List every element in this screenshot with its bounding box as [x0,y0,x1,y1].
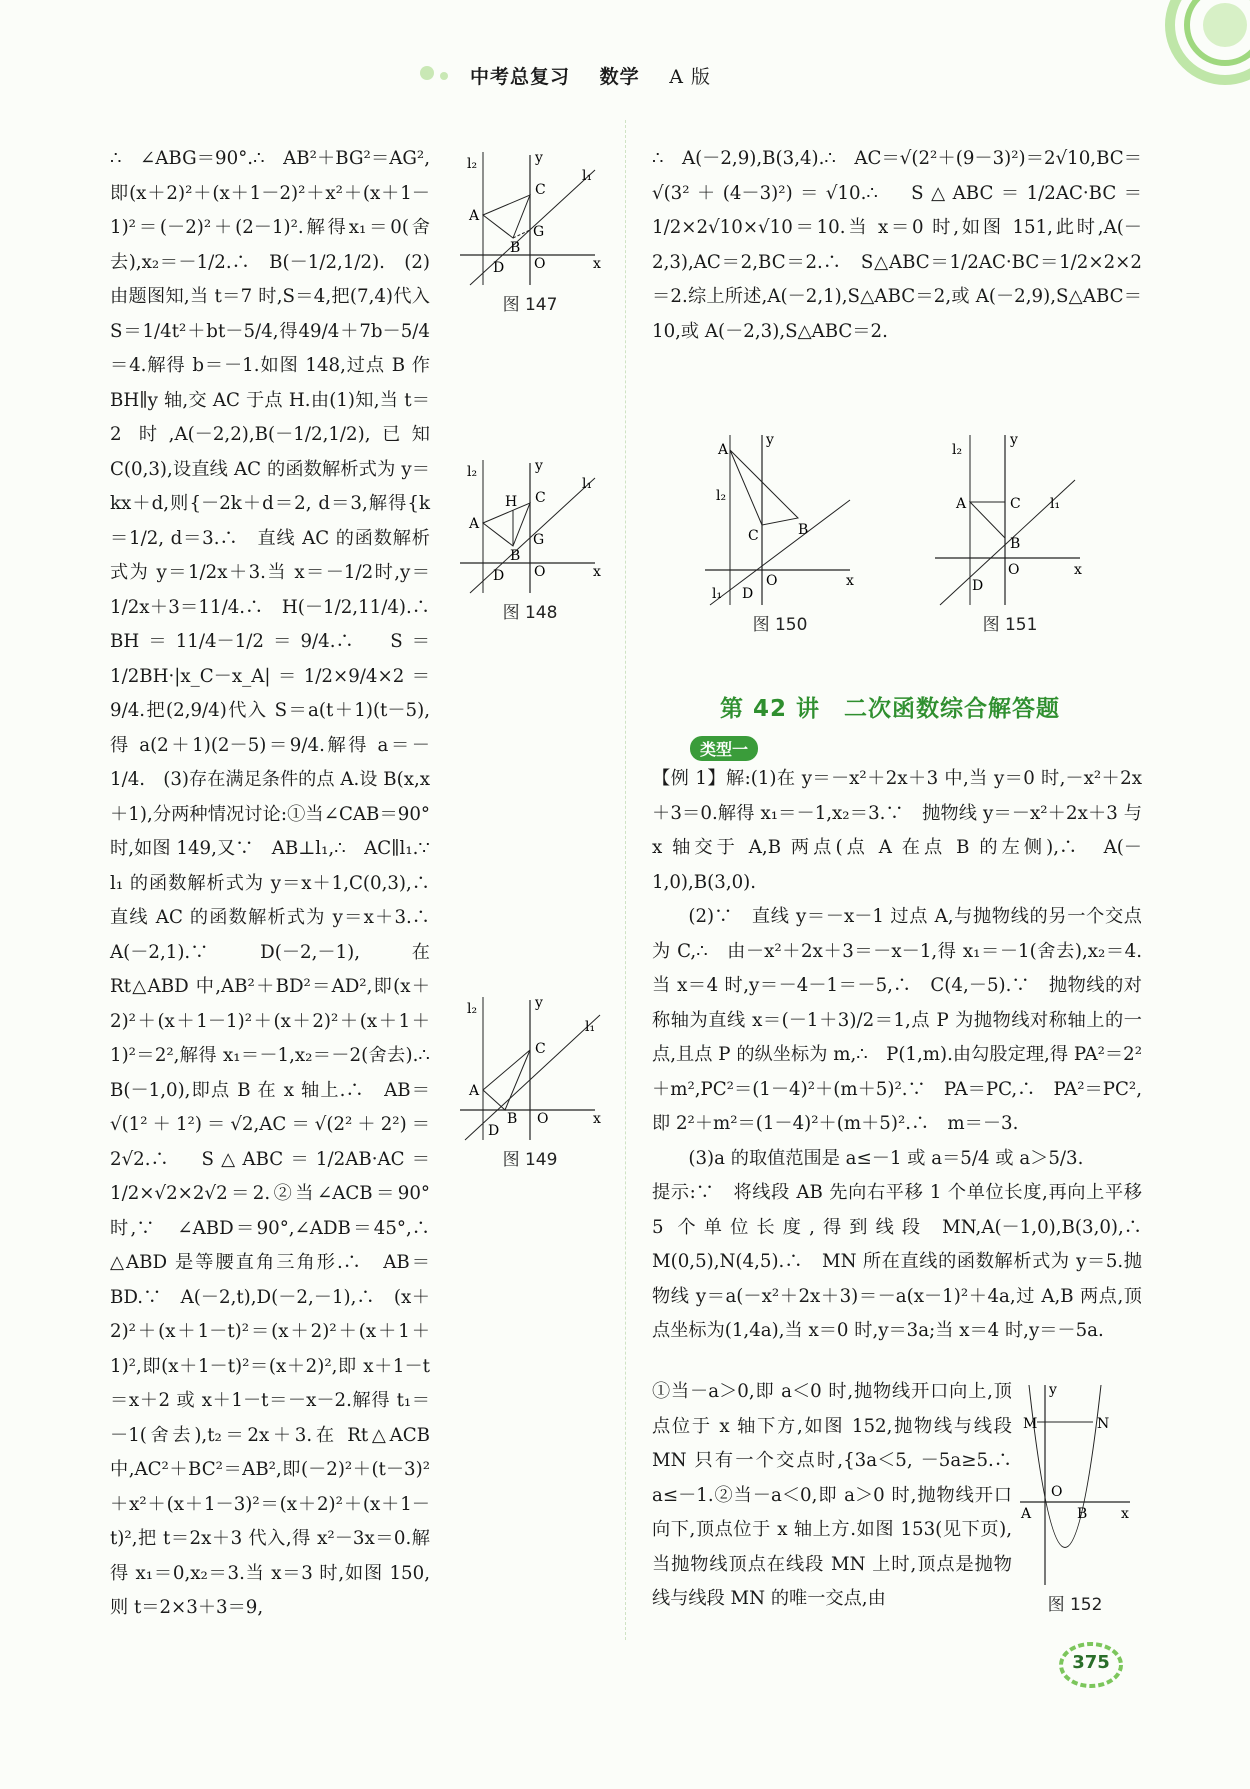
svg-text:C: C [535,1041,546,1057]
svg-text:O: O [537,1111,549,1127]
figure-148: l₂ y H C l₁ A G B D O x 图 148 [455,458,605,623]
svg-text:M: M [1023,1416,1038,1432]
label-A: A [469,208,480,224]
svg-text:D: D [488,1123,500,1139]
svg-text:B: B [1077,1506,1088,1522]
example-part-1: 【例 1】解:(1)在 y＝－x²＋2x＋3 中,当 y＝0 时,－x²＋2x＋3＝0.解得 x₁＝－1,x₂＝3.∵ 抛物线 y＝－x²＋2x＋3 与 x 轴交于 A,B 两点(点 A 在点 B 的左侧),∴ A(－1,0),B(3,0). [652,768,1142,893]
svg-text:A: A [469,516,480,532]
header-dot [420,66,434,80]
svg-text:H: H [505,494,518,510]
svg-text:x: x [593,564,601,580]
left-paragraph: ∴ ∠ABG＝90°.∴ AB²＋BG²＝AG²,即(x＋2)²＋(x＋1－2)²＋x²＋(x＋1－1)²＝(－2)²＋(2－1)².解得x₁＝0(舍去),x₂＝－1/2.∴ B(－1/2,1/2). (2)由题图知,当 t＝7 时,S＝4,把(7,4)代入 S＝1/4t²＋bt－5/4,得49/4＋7b－5/4＝4.解得 b＝－1.如图 148,过点 B 作 BH∥y 轴,交 AC 于点 H.由(1)知,当 t＝2 时,A(－2,2),B(－1/2,1/2),已知 C(0,3),设直线 AC 的函数解析式为 y＝kx＋d,则{－2k＋d＝2, d＝3,解得{k＝1/2, d＝3.∴ 直线 AC 的函数解析式为 y＝1/2x＋3.当 x＝－1/2时,y＝1/2x＋3＝11/4.∴ H(－1/2,11/4).∴ BH＝11/4－1/2＝9/4.∴ S＝1/2BH·|x_C－x_A|＝1/2×9/4×2＝9/4.把(2,9/4)代入 S＝a(t＋1)(t－5),得 a(2＋1)(2－5)＝9/4.解得 a＝－1/4. (3)存在满足条件的点 A.设 B(x,x＋1),分两种情况讨论:①当∠CAB＝90°时,如图 149,又∵ AB⊥l₁,∴ AC∥l₁.∵ l₁ 的函数解析式为 y＝x＋1,C(0,3),∴ 直线 AC 的函数解析式为 y＝x＋3.∴ A(－2,1).∵ D(－2,－1), 在 Rt△ABD 中,AB²＋BD²＝AD²,即(x＋2)²＋(x＋1－1)²＋(x＋2)²＋(x＋1＋1)²＝2²,解得 x₁＝－1,x₂＝－2(舍去).∴ B(－1,0),即点 B 在 x 轴上.∴ AB＝√(1²＋1²)＝√2,AC＝√(2²＋2²)＝2√2.∴ S△ABC＝1/2AB·AC＝1/2×√2×2√2＝2.②当∠ACB＝90°时,∵ ∠ABD＝90°,∠ADB＝45°,∴ △ABD 是等腰直角三角形.∴ AB＝BD.∵ A(－2,t),D(－2,－1),∴ (x＋2)²＋(x＋1－t)²＝(x＋2)²＋(x＋1＋1)²,即(x＋1－t)²＝(x＋2)²,即 x＋1－t＝x＋2 或 x＋1－t＝－x－2.解得 t₁＝－1(舍去),t₂＝2x＋3.在 Rt△ACB 中,AC²＋BC²＝AB²,即(－2)²＋(t－3)²＋x²＋(x＋1－3)²＝(x＋2)²＋(x＋1－t)²,把 t＝2x＋3 代入,得 x²－3x＝0.解得 x₁＝0,x₂＝3.当 x＝3 时,如图 150,则 t＝2×3＋3＝9, [110,148,449,1618]
version: A 版 [669,66,712,88]
svg-text:O: O [766,573,778,589]
label-x: x [593,256,601,272]
svg-text:A: A [1021,1506,1032,1522]
svg-text:l₁: l₁ [582,476,593,492]
svg-text:O: O [1051,1484,1063,1500]
header-dot [440,72,448,80]
page-number-badge [1057,1640,1125,1690]
example-hint: 提示:∵ 将线段 AB 先向右平移 1 个单位长度,再向上平移 5 个单位长度,得到线段 MN,A(－1,0),B(3,0),∴ M(0,5),N(4,5).∴ MN 所在直线的函数解析式为 y＝5.抛物线 y＝a(－x²＋2x＋3)＝－a(x－1)²＋4a,过 A,B 两点,顶点坐标为(1,4a),当 x＝0 时,y＝3a;当 x＝4 时,y＝－5a. [652,1182,1161,1341]
section-title: 第 42 讲 二次函数综合解答题 [720,696,1061,722]
svg-text:l₂: l₂ [952,442,963,458]
svg-text:l₂: l₂ [467,464,478,480]
label-C: C [535,182,546,198]
column-divider [625,120,626,1640]
figure-149: l₂ y C l₁ A B D O x 图 149 [455,995,605,1170]
svg-text:C: C [1010,496,1021,512]
svg-text:B: B [510,548,521,564]
corner-decoration-icon [1140,0,1250,110]
label-G: G [533,224,545,240]
svg-text:y: y [535,458,543,474]
page-header [0,58,1250,98]
svg-text:D: D [742,586,754,602]
svg-text:D: D [972,578,984,594]
page-number: 375 [1072,1652,1110,1673]
svg-text:y: y [535,995,543,1011]
header-title [470,62,733,89]
figure-149-diagram [455,995,605,1145]
svg-text:A: A [956,496,967,512]
right-top-paragraph: ∴ A(－2,9),B(3,4).∴ AC＝√(2²＋(9－3)²)＝2√10,BC＝√(3²＋(4－3)²)＝√10.∴ S△ABC＝1/2AC·BC＝1/2×2√10×√10＝10.当 x＝0 时,如图 151,此时,A(－2,3),AC＝2,BC＝2.∴ S△ABC＝1/2AC·BC＝1/2×2×2＝2.综上所述,A(－2,1),S△ABC＝2,或 A(－2,9),S△ABC＝10,或 A(－2,3),S△ABC＝2. [652,148,1142,342]
svg-text:x: x [1121,1506,1129,1522]
svg-text:C: C [535,490,546,506]
label-B: B [510,240,521,256]
figure-147 [455,150,605,315]
svg-text:l₂: l₂ [716,488,727,504]
label-l1: l₁ [582,168,593,184]
example-part-2: (2)∵ 直线 y＝－x－1 过点 A,与抛物线的另一个交点为 C,∴ 由－x²＋2x＋3＝－x－1,得 x₁＝－1(舍去),x₂＝4.当 x＝4 时,y＝－4－1＝－5,∴ C(4,－5).∵ 抛物线的对称轴为直线 x＝(－1＋3)/2＝1,点 P 为抛物线对称轴上的一点,且点 P 的纵坐标为 m,∴ P(1,m).由勾股定理,得 PA²＝2²＋m²,PC²＝(1－4)²＋(m＋5)².∵ PA＝PC,∴ PA²＝PC²,即 2²＋m²＝(1－4)²＋(m＋5)².∴ m＝－3. [652,906,1142,1134]
type-badge: 类型一 [690,736,758,761]
figure-148-diagram [455,458,605,598]
right-bottom-paragraph: ①当－a＞0,即 a＜0 时,抛物线开口向上,顶点位于 x 轴下方,如图 152,抛物线与线段 MN 只有一个交点时,{3a＜5, －5a≥5.∴ a≤－1.②当－a＜0,即 a＞0 时,抛物线开口向下,顶点位于 x 轴上方.如图 153(见下页),当抛物线顶点在线段 MN 上时,顶点是抛物线与线段 MN 的唯一交点,由 [652,1381,1031,1609]
figure-caption: 图 147 [502,295,558,315]
figure-151-diagram [930,430,1090,610]
svg-text:x: x [593,1111,601,1127]
svg-text:l₁: l₁ [585,1019,596,1035]
label-l2: l₂ [467,156,478,172]
figure-151: l₂ y A C l₁ B D O x 图 151 [930,430,1090,635]
right-column-top [652,142,1142,349]
right-column-example [652,762,1161,1349]
svg-text:O: O [1008,562,1020,578]
svg-text:l₁: l₁ [712,586,723,602]
figure-147-diagram [455,150,605,290]
svg-text:l₁: l₁ [1050,496,1061,512]
svg-text:D: D [493,568,505,584]
svg-text:G: G [533,532,545,548]
label-O: O [534,256,546,272]
subject: 数学 [599,66,640,88]
svg-text:A: A [469,1083,480,1099]
svg-text:B: B [798,522,809,538]
svg-text:x: x [846,573,854,589]
figure-152: y M N O A B x 图 152 [1015,1380,1135,1615]
svg-text:C: C [748,528,759,544]
svg-text:x: x [1074,562,1082,578]
book-title: 中考总复习 [470,66,571,88]
figure-152-diagram [1015,1380,1135,1590]
svg-text:O: O [534,564,546,580]
svg-text:B: B [1010,536,1021,552]
label-D: D [493,260,505,276]
figure-150-diagram [700,430,860,610]
svg-text:N: N [1097,1416,1110,1432]
figure-150: y A l₂ C B l₁ D O x 图 150 [700,430,860,635]
example-part-3: (3)a 的取值范围是 a≤－1 或 a＝5/4 或 a＞5/3. [688,1147,1084,1169]
svg-text:A: A [718,442,729,458]
svg-text:y: y [1049,1382,1057,1398]
svg-text:B: B [507,1111,518,1127]
svg-text:l₂: l₂ [467,1001,478,1017]
left-column [110,142,602,1626]
svg-text:y: y [766,432,774,448]
svg-text:y: y [1010,432,1018,448]
label-y: y [535,150,543,166]
